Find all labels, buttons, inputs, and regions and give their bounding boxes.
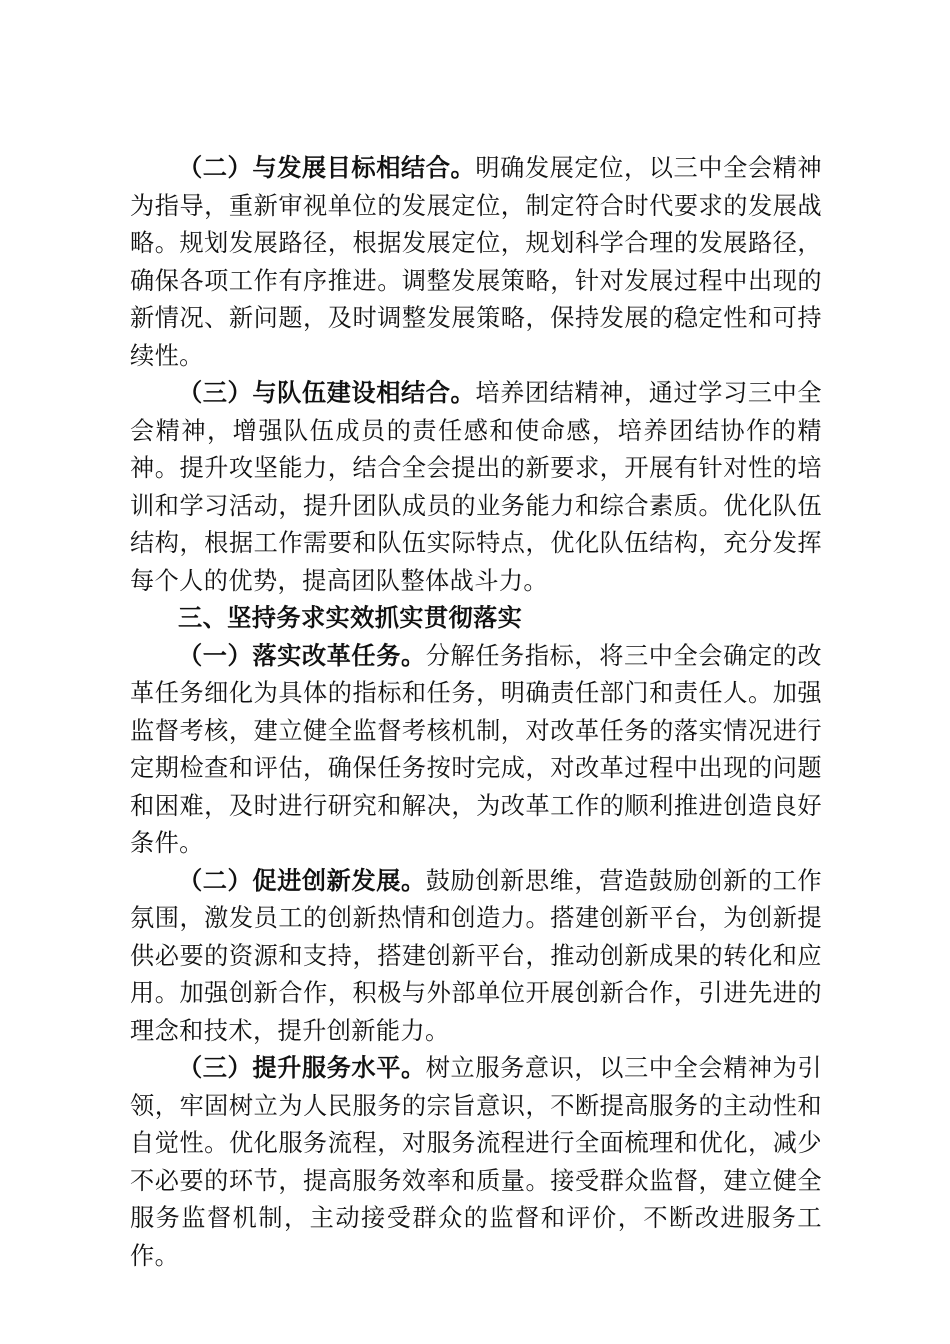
paragraph-development-goals <box>130 150 822 375</box>
paragraph-text: 树立服务意识，以三中全会精神为引领，牢固树立为人民服务的宗旨意识，不断提高服务的主动性和自觉性。优化服务流程，对服务流程进行全面梳理和优化，减少不必要的环节，提高服务效率和质量。接受群众监督，建立健全服务监督机制，主动接受群众的监督和评价，不断改进服务工作。 <box>130 1054 822 1270</box>
paragraph-text: 明确发展定位，以三中全会精神为指导，重新审视单位的发展定位，制定符合时代要求的发展战略。规划发展路径，根据发展定位，规划科学合理的发展路径，确保各项工作有序推进。调整发展策略，针对发展过程中出现的新情况、新问题，及时调整发展策略，保持发展的稳定性和可持续性。 <box>130 154 822 370</box>
paragraph-innovation <box>130 863 822 1051</box>
paragraph-team-building <box>130 375 822 600</box>
paragraph-lead: （一）落实改革任务。 <box>178 641 426 670</box>
paragraph-lead: （三）提升服务水平。 <box>178 1054 426 1082</box>
document-body <box>130 150 822 1275</box>
paragraph-service-level <box>130 1050 822 1275</box>
paragraph-lead: （二）与发展目标相结合。 <box>178 154 476 182</box>
section-heading: 三、坚持务求实效抓实贯彻落实 <box>178 604 523 632</box>
paragraph-lead: （二）促进创新发展。 <box>178 866 426 895</box>
paragraph-reform-tasks <box>130 638 822 863</box>
paragraph-lead: （三）与队伍建设相结合。 <box>178 379 476 407</box>
paragraph-text: 鼓励创新思维，营造鼓励创新的工作氛围，激发员工的创新热情和创造力。搭建创新平台，为创新提供必要的资源和支持，搭建创新平台，推动创新成果的转化和应用。加强创新合作，积极与外部单位开展创新合作，引进先进的理念和技术，提升创新能力。 <box>130 866 822 1045</box>
paragraph-text: 分解任务指标，将三中全会确定的改革任务细化为具体的指标和任务，明确责任部门和责任人。加强监督考核，建立健全监督考核机制，对改革任务的落实情况进行定期检查和评估，确保任务按时完成，对改革过程中出现的问题和困难，及时进行研究和解决，为改革工作的顺利推进创造良好条件。 <box>130 641 822 857</box>
paragraph-text: 培养团结精神，通过学习三中全会精神，增强队伍成员的责任感和使命感，培养团结协作的精神。提升攻坚能力，结合全会提出的新要求，开展有针对性的培训和学习活动，提升团队成员的业务能力和综合素质。优化队伍结构，根据工作需要和队伍实际特点，优化队伍结构，充分发挥每个人的优势，提高团队整体战斗力。 <box>130 379 822 595</box>
